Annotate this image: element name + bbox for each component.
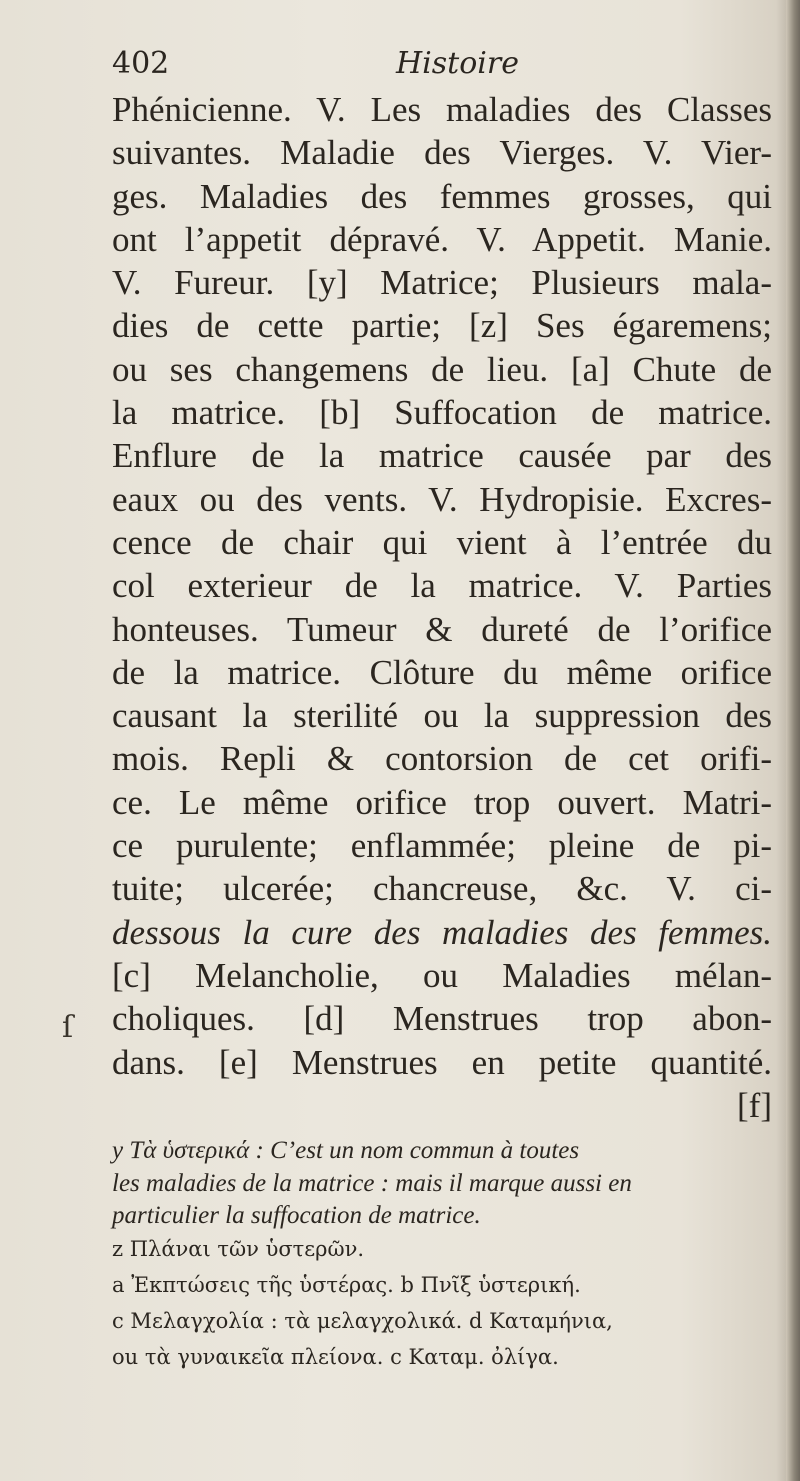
body-line: ont l’appetit dépravé. V. Appetit. Manie.	[112, 219, 772, 259]
footnote-line: les maladies de la matrice : mais il marque aussi en	[112, 1169, 632, 1197]
body-line: causant la sterilité ou la suppression des	[112, 696, 772, 736]
body-line: ce. Le même orifice trop ouvert. Matri-	[112, 782, 772, 822]
footnote-line: y Τὰ ὑστερικά : C’est un nom commun à toutes	[112, 1137, 580, 1164]
greek-note-line: a Ἐκπτώσεις τῆς ὑστέρας. b Πνῖξ ὑστερική.	[112, 1273, 581, 1297]
running-title: Histoire	[396, 46, 519, 81]
body-line: eaux ou des vents. V. Hydropisie. Excres-	[112, 479, 772, 519]
body-line: dessous la cure des maladies des femmes.	[112, 912, 772, 952]
body-line: cence de chair qui vient à l’entrée du	[112, 522, 772, 562]
footnote-line: particulier la suffocation de matrice.	[112, 1202, 481, 1229]
body-line: col exterieur de la matrice. V. Parties	[112, 566, 772, 606]
body-line: choliques. [d] Menstrues trop abon-	[112, 999, 772, 1039]
greek-note-line: ou τὰ γυναικεῖα πλείονα. c Καταμ. ὀλίγα.	[112, 1345, 559, 1369]
greek-note-line: z Πλάναι τῶν ὑστερῶν.	[112, 1237, 365, 1261]
body-line: Enflure de la matrice causée par des	[112, 436, 772, 476]
body-line: tuite; ulcerée; chancreuse, &c. V. ci-	[112, 869, 772, 909]
body-line: la matrice. [b] Suffocation de matrice.	[112, 393, 772, 433]
body-line: [c] Melancholie, ou Maladies mélan-	[112, 955, 772, 995]
body-text	[112, 88, 772, 1127]
body-line: mois. Repli & contorsion de cet orifi-	[112, 739, 772, 779]
body-line: dies de cette partie; [z] Ses égaremens;	[112, 306, 772, 346]
greek-note-line: c Μελαγχολία : τὰ μελαγχολικά. d Καταμήνια,	[112, 1309, 613, 1333]
body-line: honteuses. Tumeur & dureté de l’orifice	[112, 609, 772, 649]
body-line: suivantes. Maladie des Vierges. V. Vier-	[112, 133, 772, 173]
body-line: dans. [e] Menstrues en petite quantité.	[112, 1042, 772, 1082]
body-line: Phénicienne. V. Les maladies des Classes	[112, 90, 772, 129]
page-edge	[786, 0, 800, 1481]
body-line: de la matrice. Clôture du même orifice	[112, 652, 772, 692]
page-number: 402	[112, 46, 170, 81]
footnotes	[112, 1135, 772, 1233]
margin-mark: ſ	[62, 1010, 74, 1045]
body-line: V. Fureur. [y] Matrice; Plusieurs mala-	[112, 263, 772, 303]
body-line: ou ses changemens de lieu. [a] Chute de	[112, 349, 772, 389]
catchword: [f]	[737, 1085, 772, 1125]
body-line: ges. Maladies des femmes grosses, qui	[112, 176, 772, 216]
body-line: ce purulente; enflammée; pleine de pi-	[112, 826, 772, 866]
